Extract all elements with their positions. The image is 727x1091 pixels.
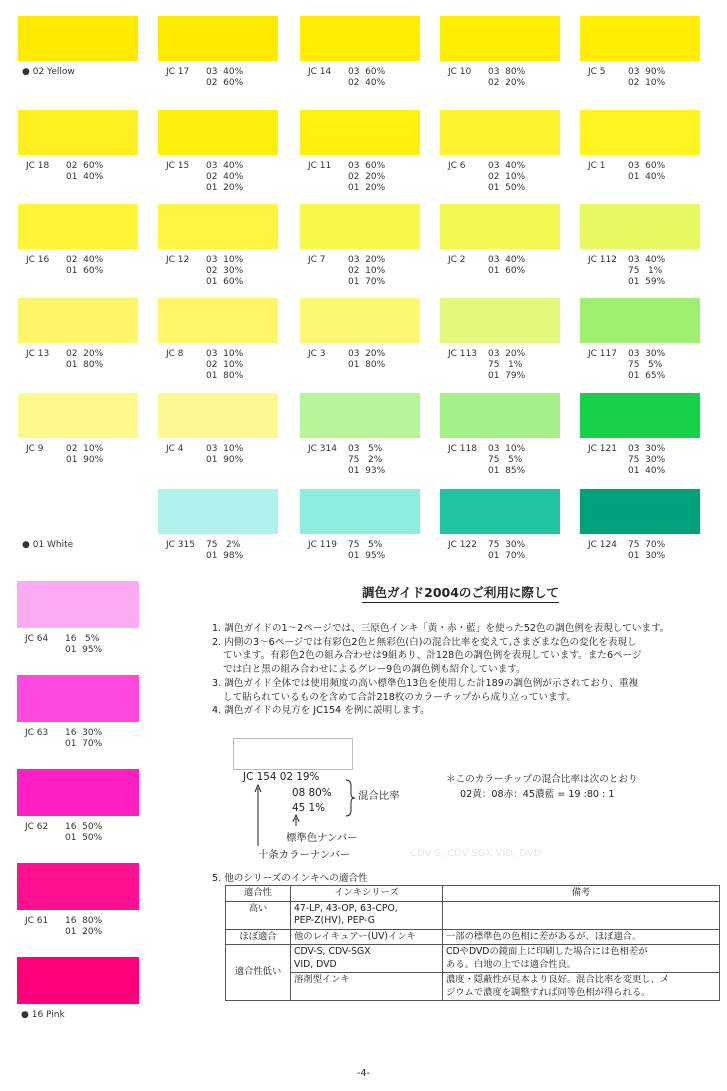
chip-caption [22,67,75,78]
chip-code: JC 62 [25,822,49,832]
color-chip [18,16,138,77]
chip-code: JC 17 [166,67,190,77]
chip-mix-ratio: 03 40% 02 10% 01 50% [488,161,526,193]
color-swatch [158,16,278,61]
color-swatch [580,16,700,61]
chip-mix-ratio: 03 80% 02 20% [488,67,526,88]
chip-caption [26,444,103,466]
chip-caption [25,916,102,938]
color-swatch [300,298,420,343]
color-swatch [18,110,138,155]
guide-item-2: 2. 内側の3～6ページでは有彩色2色と無彩色(白)の混合比率を変えて,さまざまな色の変化を表現し [212,636,637,648]
chip-caption [308,67,385,89]
chip-caption [308,255,385,288]
color-swatch [158,489,278,534]
table-row [226,945,720,973]
guide-item-4: 4. 調色ガイドの見方を JC154 を例に説明します。 [212,705,430,717]
color-chip [158,204,278,287]
color-chip [158,489,278,561]
chip-caption [588,161,665,183]
chip-mix-ratio: 75 2% 01 98% [206,540,244,561]
chip-code: JC 118 [448,444,477,454]
color-chip [580,298,700,381]
guide-item-3-cont: して貼られているものを含めて合計218枚のカラーチップから成り立っています。 [223,691,577,703]
color-chip [580,110,700,182]
color-chip [300,204,420,287]
color-swatch [440,16,560,61]
chip-mix-ratio: 03 10% 02 10% 01 80% [206,349,244,381]
fit-cell: 高い [226,901,291,929]
chip-caption [448,540,525,562]
color-swatch [440,110,560,155]
chip-mix-ratio: 03 40% 02 40% 01 20% [206,161,244,193]
chip-mix-ratio: 03 10% 01 90% [206,444,244,465]
color-swatch [580,204,700,249]
color-chip [158,110,278,193]
chip-mix-ratio: 75 70% 01 30% [628,540,666,561]
example-note-2: 02黄：08赤：45濃藍 = 19 :80 : 1 [460,789,615,800]
chip-mix-ratio: 02 10% 01 90% [66,444,104,465]
chip-code: JC 6 [448,161,466,171]
color-chip [440,393,560,476]
compatibility-table [225,885,720,1001]
chip-caption [588,444,665,477]
chip-mix-ratio: 02 40% 01 60% [66,255,104,276]
chip-code: ● 02 Yellow [22,67,75,77]
color-chip [158,298,278,381]
chip-code: JC 16 [26,255,50,265]
chip-caption [448,161,525,194]
chip-mix-ratio: 03 40% 75 1% 01 59% [628,255,666,287]
chip-mix-ratio: 02 20% 01 80% [66,349,104,370]
color-swatch [17,769,139,816]
mix-ratio-bracket [345,778,357,818]
color-swatch [18,393,138,438]
chip-caption [448,67,525,89]
pink-chip [17,957,139,1020]
guide-title: 調色ガイド2004のご利用に際して [362,583,559,603]
chip-code: JC 5 [588,67,606,77]
chip-caption [588,540,665,562]
chip-code: ● 16 Pink [21,1010,65,1020]
color-swatch [17,957,139,1004]
series-cell: 溶剤型インキ [291,973,443,1001]
chip-caption [166,67,243,89]
chip-caption [25,634,102,656]
example-line-1: JC 154 02 19% [243,771,320,783]
page-number: -4- [356,1068,371,1079]
chip-code: JC 61 [25,916,49,926]
chip-caption [588,349,665,382]
fit-cell: ほぼ適合 [226,929,291,945]
header-notes: 備考 [443,886,720,902]
chip-mix-ratio: 03 40% 01 60% [488,255,526,276]
chip-code: JC 314 [308,444,337,454]
chip-mix-ratio: 03 60% 02 40% [348,67,386,88]
color-chip [300,489,420,561]
chip-code: JC 315 [166,540,195,550]
color-chip [440,204,560,276]
example-line-3: 45 1% [292,802,326,814]
guide-item-1: 1. 調色ガイドの1～2ページでは、三原色インキ「黄・赤・藍」を使った52色の調色例を表現しています。 [212,623,670,634]
table-header-row [226,886,720,902]
color-chip [18,110,138,182]
chip-mix-ratio: 02 60% 01 40% [66,161,104,182]
guide-list [212,622,717,718]
chip-mix-ratio: 03 40% 02 60% [206,67,244,88]
color-swatch [580,298,700,343]
header-fit: 適合性 [226,886,291,902]
chip-code: JC 122 [448,540,477,550]
series-cell: 他のレイキュアー(UV)インキ [291,929,443,945]
chip-mix-ratio: 03 10% 02 30% 01 60% [206,255,244,287]
color-swatch [580,489,700,534]
section-5-heading: 5. 他のシリーズのインキへの適合性 [212,873,368,884]
color-chip [440,298,560,381]
color-swatch [18,16,138,61]
chip-code: JC 4 [166,444,184,454]
example-line-2: 08 80% [292,787,332,799]
mix-ratio-label: 混合比率 [358,790,400,802]
chip-caption [26,349,103,371]
chip-caption [448,255,525,277]
color-chip [440,16,560,88]
chip-caption [26,255,103,277]
chip-code: ● 01 White [22,540,74,550]
chip-mix-ratio: 75 5% 01 95% [348,540,386,561]
chip-caption [448,444,525,477]
chip-code: JC 10 [448,67,472,77]
color-chip [300,110,420,193]
guide-item-2-cont: ています。有彩色2色の組み合わせは9組あり、計128色の調色例を表現しています。また6ページ [223,650,642,662]
chip-caption [588,255,665,288]
chip-mix-ratio: 03 5% 75 2% 01 93% [348,444,386,476]
chip-code: JC 12 [166,255,190,265]
jujo-color-number-label: 十条カラーナンバー [258,849,351,861]
chip-mix-ratio: 75 30% 01 70% [488,540,526,561]
chip-code: JC 112 [588,255,617,265]
chip-mix-ratio: 03 10% 75 5% 01 85% [488,444,526,476]
chip-caption [26,161,103,183]
chip-mix-ratio: 03 30% 75 30% 01 40% [628,444,666,476]
table-row [226,929,720,945]
color-swatch [158,110,278,155]
chip-code: JC 119 [308,540,337,550]
chip-code: JC 7 [308,255,326,265]
chip-code: JC 121 [588,444,617,454]
chip-caption [308,161,385,194]
chip-mix-ratio: 03 60% 01 40% [628,161,666,182]
chip-caption [25,822,102,844]
color-swatch [580,110,700,155]
chip-code: JC 63 [25,728,49,738]
color-chip [300,16,420,88]
chip-caption [166,444,243,466]
color-swatch [158,298,278,343]
color-swatch [300,110,420,155]
color-chip [300,393,420,476]
color-swatch [300,489,420,534]
guide-item-2-cont2: では白と黒の組み合わせによるグレー9色の調色例も紹介しています。 [223,664,526,676]
pink-chip [17,863,139,937]
chip-mix-ratio: 03 60% 02 20% 01 20% [348,161,386,193]
table-row [226,901,720,929]
chip-caption [21,1010,65,1021]
chip-mix-ratio: 16 50% 01 50% [65,822,103,843]
color-swatch [440,204,560,249]
color-chip [580,16,700,88]
chip-caption [166,161,243,194]
chip-mix-ratio: 03 20% 01 80% [348,349,386,370]
pink-chip [17,769,139,843]
color-chip [580,393,700,476]
color-chip [440,110,560,193]
color-chip [158,16,278,88]
color-swatch [17,675,139,722]
note-cell [443,901,720,929]
chip-code: JC 113 [448,349,477,359]
chip-mix-ratio: 16 5% 01 95% [65,634,103,655]
chip-mix-ratio: 03 90% 02 10% [628,67,666,88]
chip-code: JC 14 [308,67,332,77]
chip-mix-ratio: 16 80% 01 20% [65,916,103,937]
color-chip [440,489,560,561]
example-chip-outline [233,738,353,770]
color-swatch [580,393,700,438]
standard-color-number-label: 標準色ナンバー [286,832,358,844]
series-cell: CDV-S, CDV-SGX VID, DVD [291,945,443,973]
chip-caption [308,349,385,371]
series-cell: 47-LP, 43-OP, 63-CPO, PEP-Z(HV), PEP-G [291,901,443,929]
chip-code: JC 3 [308,349,326,359]
chip-caption [25,728,102,750]
note-cell: CDやDVDの鏡面上に印刷した場合には色相差が ある。白地の上では適合性良。 [443,945,720,973]
color-swatch [440,489,560,534]
chip-mix-ratio: 03 20% 75 1% 01 79% [488,349,526,381]
color-chip [18,298,138,370]
pink-chip [17,581,139,655]
color-swatch [18,298,138,343]
color-swatch [158,393,278,438]
chip-code: JC 13 [26,349,50,359]
color-swatch [440,298,560,343]
color-swatch [18,204,138,249]
chip-caption [308,444,385,477]
chip-code: JC 124 [588,540,617,550]
chip-caption [166,349,243,382]
color-chip [18,393,138,465]
color-swatch [17,581,139,628]
chip-mix-ratio: 03 30% 75 5% 01 65% [628,349,666,381]
color-chip [580,489,700,561]
chip-caption [448,349,525,382]
note-cell: 一部の標準色の色相に差があるが、ほぼ適合。 [443,929,720,945]
chip-caption [308,540,385,562]
color-chip [18,489,138,550]
color-swatch [300,204,420,249]
chip-caption [588,67,665,89]
color-swatch [18,489,138,534]
chip-code: JC 11 [308,161,332,171]
chip-caption [166,255,243,288]
color-swatch [300,393,420,438]
color-chip [158,393,278,465]
chip-code: JC 64 [25,634,49,644]
chip-code: JC 2 [448,255,466,265]
example-note-1: ＊このカラーチップの混合比率は次のとおり [446,774,638,785]
color-swatch [300,16,420,61]
pink-chip [17,675,139,749]
chip-mix-ratio: 03 20% 02 10% 01 70% [348,255,386,287]
chip-code: JC 8 [166,349,184,359]
table-row [226,973,720,1001]
chip-mix-ratio: 16 30% 01 70% [65,728,103,749]
ghost-text: CDV-S, CDV-SGX VID, DVD [410,848,542,859]
fit-cell: 適合性低い [226,945,291,1001]
chip-caption [166,540,243,562]
color-chip [580,204,700,287]
chip-code: JC 117 [588,349,617,359]
guide-item-3: 3. 調色ガイド全体では使用頻度の高い標準色13色を使用した計189の調色例が示されており、重複 [212,677,639,689]
color-chip [18,204,138,276]
chip-caption [22,540,74,551]
color-chip [300,298,420,370]
chip-code: JC 1 [588,161,606,171]
color-swatch [158,204,278,249]
color-swatch [440,393,560,438]
chip-code: JC 18 [26,161,50,171]
header-series: インキシリーズ [291,886,443,902]
chip-code: JC 15 [166,161,190,171]
color-swatch [17,863,139,910]
chip-code: JC 9 [26,444,44,454]
note-cell: 濃度・隠蔽性が見本より良好。混合比率を変更し、メ ジウムで濃度を調整すれば同等色相が得られる。 [443,973,720,1001]
